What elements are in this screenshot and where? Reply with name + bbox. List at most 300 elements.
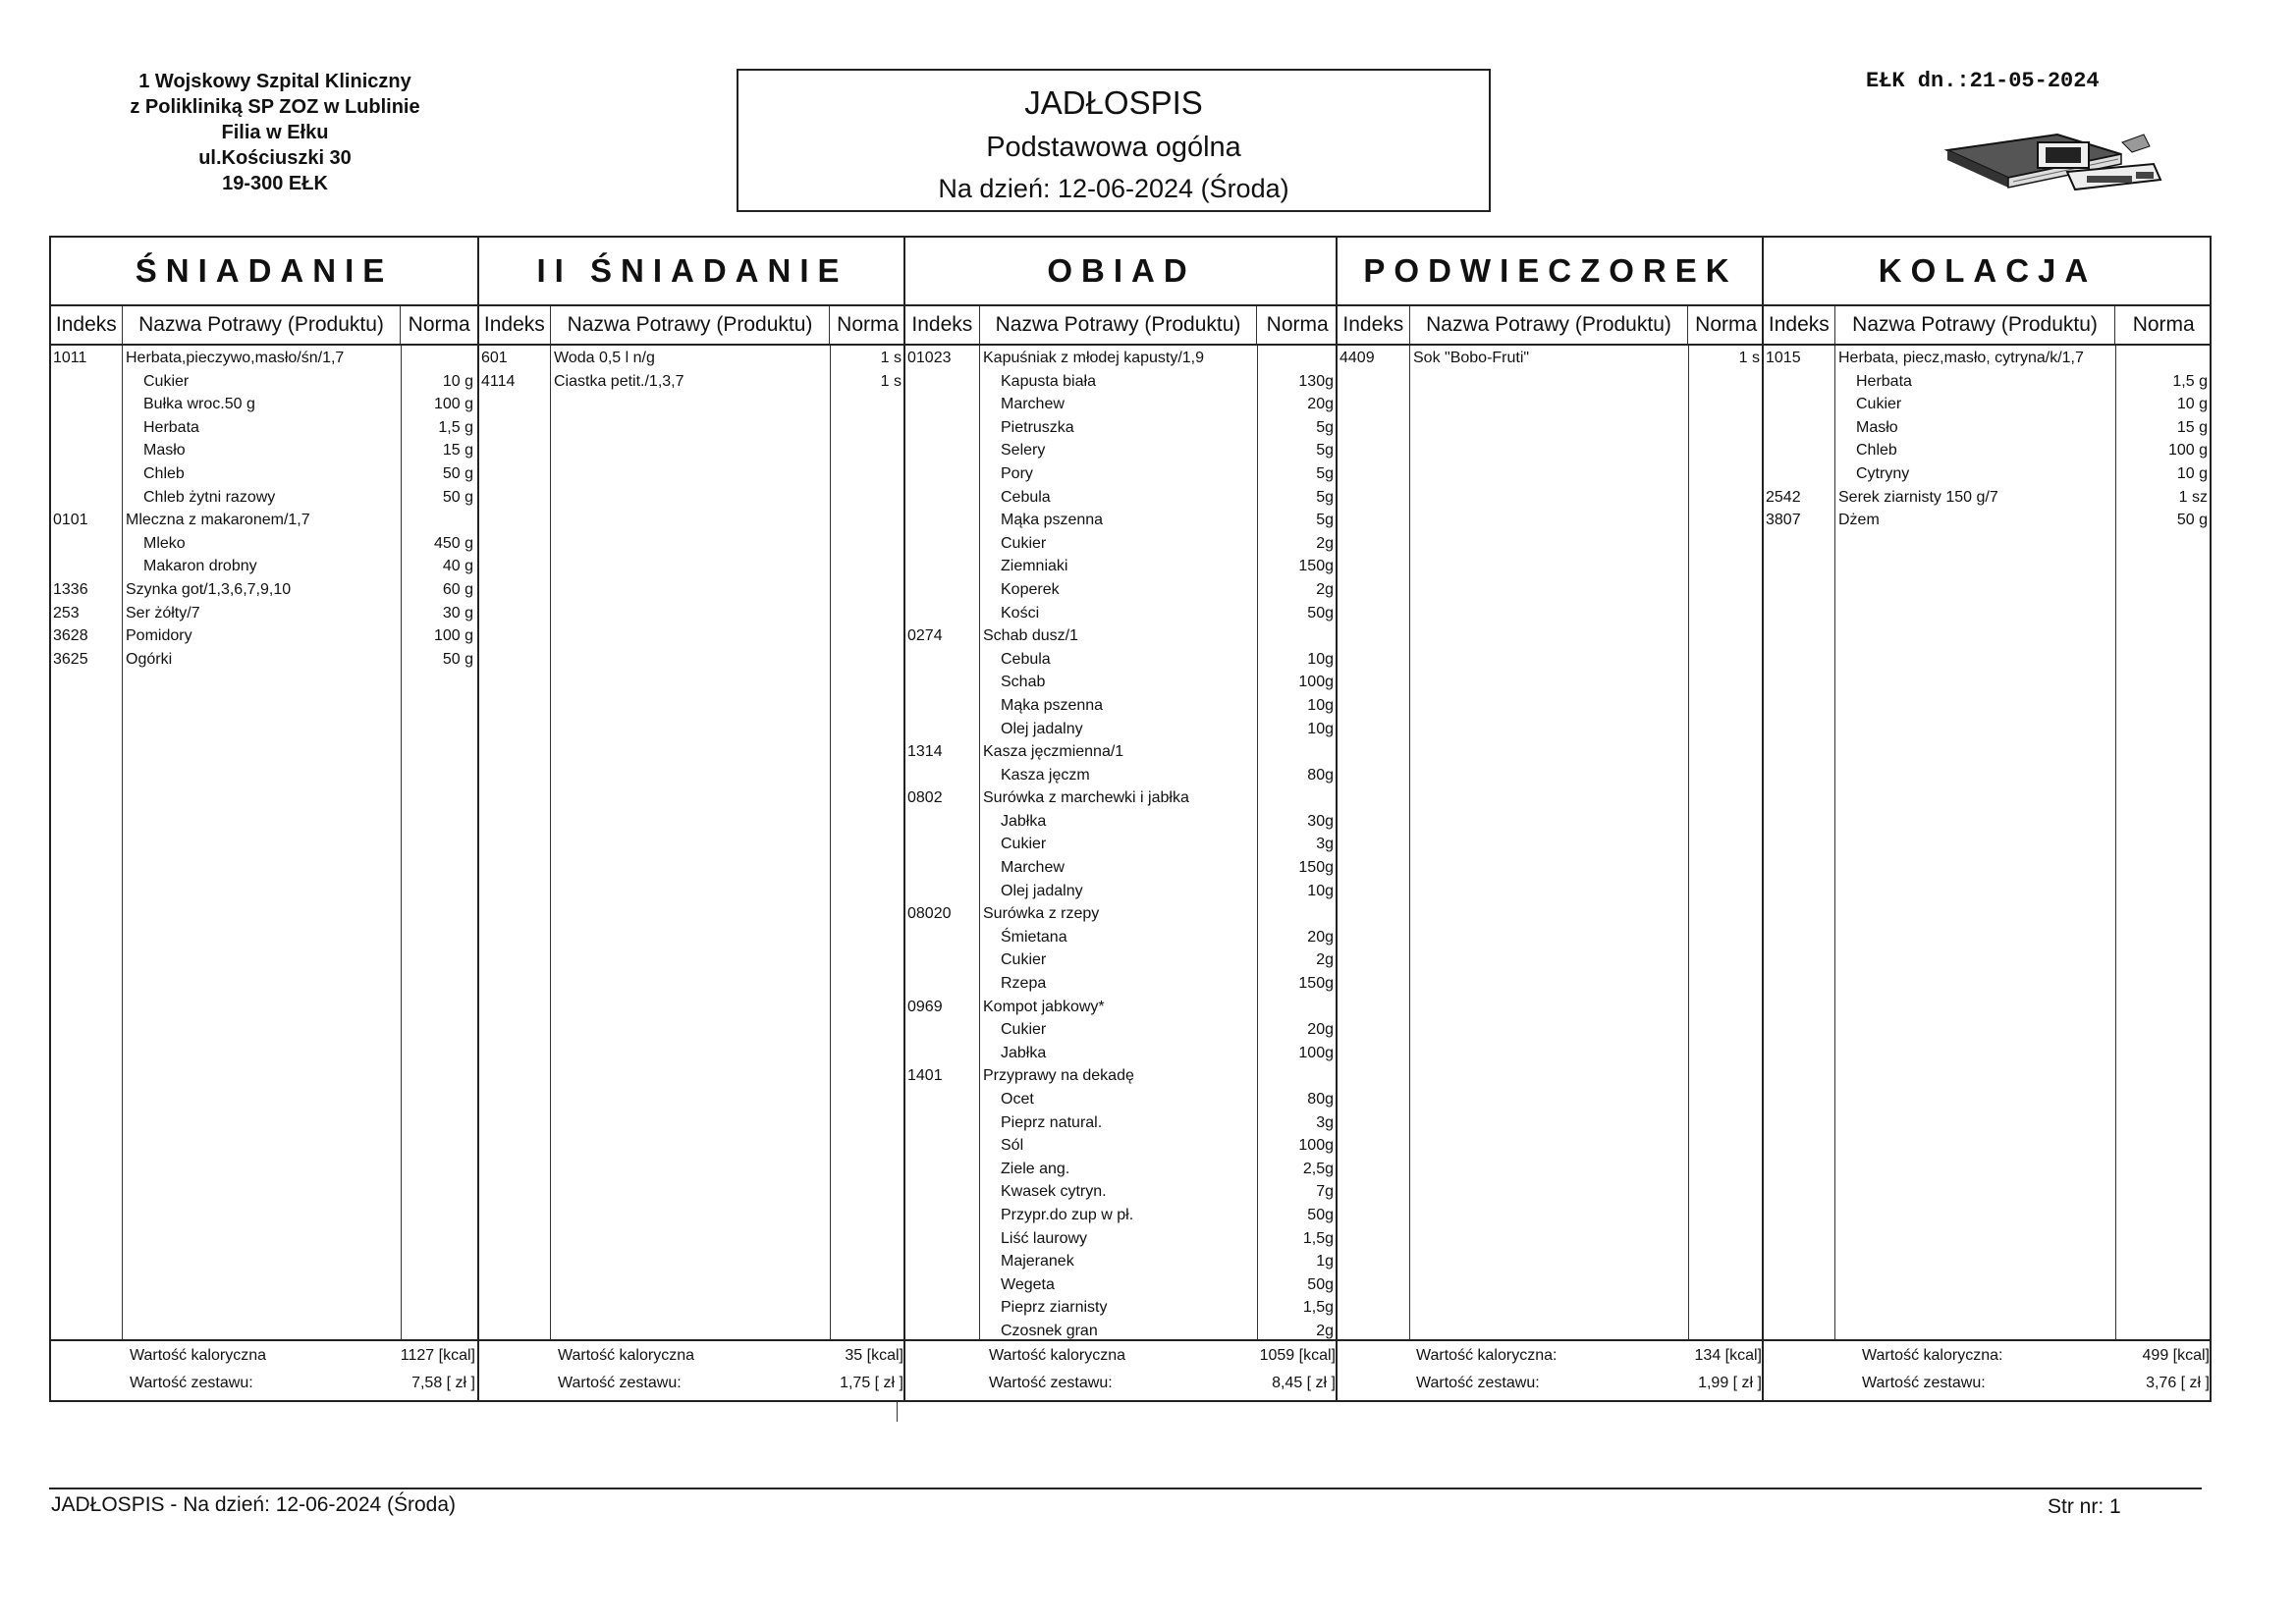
item-name: Pomidory bbox=[126, 627, 192, 645]
item-index: 01023 bbox=[907, 350, 952, 366]
item-name: Cukier bbox=[143, 372, 190, 390]
cost-row bbox=[1764, 1371, 2212, 1396]
list-item bbox=[51, 440, 477, 463]
item-norm: 130g bbox=[1298, 372, 1334, 390]
item-index: 0274 bbox=[907, 627, 943, 645]
item-name: Kapuśniak z młodej kapusty/1,9 bbox=[983, 350, 1205, 366]
list-item bbox=[51, 556, 477, 579]
item-norm: 2g bbox=[1316, 580, 1334, 598]
item-norm: 1 s bbox=[880, 372, 902, 390]
column-header-norm: Norma bbox=[408, 313, 470, 336]
item-norm: 50g bbox=[1307, 1275, 1334, 1293]
item-name: Dżem bbox=[1838, 512, 1880, 529]
meal-column bbox=[903, 238, 1338, 1400]
item-name: Przyprawy na dekadę bbox=[983, 1067, 1134, 1085]
cost-label: Wartość zestawu: bbox=[989, 1375, 1113, 1391]
cost-row bbox=[479, 1371, 905, 1396]
list-item bbox=[905, 579, 1338, 603]
item-norm: 30 g bbox=[442, 604, 473, 622]
list-item bbox=[905, 672, 1338, 695]
calorie-row bbox=[905, 1343, 1338, 1369]
item-name: Pieprz natural. bbox=[1001, 1113, 1103, 1131]
cost-row bbox=[1338, 1371, 1764, 1396]
item-name: Masło bbox=[1856, 418, 1898, 436]
list-item bbox=[1764, 371, 2212, 395]
column-tick-mark bbox=[897, 1402, 898, 1422]
item-name: Śmietana bbox=[1001, 928, 1067, 946]
list-item bbox=[905, 1135, 1338, 1159]
item-name: Cukier bbox=[1001, 1021, 1047, 1039]
item-name: Olej jadalny bbox=[1001, 882, 1083, 899]
cost-label: Wartość zestawu: bbox=[1416, 1375, 1540, 1391]
column-header-name: Nazwa Potrawy (Produktu) bbox=[980, 306, 1258, 344]
list-item bbox=[51, 417, 477, 441]
item-norm: 2g bbox=[1316, 1322, 1334, 1339]
item-name: Czosnek gran bbox=[1001, 1322, 1098, 1339]
item-norm: 10g bbox=[1307, 720, 1334, 737]
list-item bbox=[905, 603, 1338, 626]
column-divider bbox=[1688, 346, 1689, 1339]
column-divider bbox=[550, 346, 551, 1339]
cost-label: Wartość zestawu: bbox=[1862, 1375, 1986, 1391]
meal-items bbox=[479, 346, 905, 1339]
item-norm: 20g bbox=[1307, 396, 1334, 413]
meal-totals bbox=[479, 1339, 905, 1402]
list-item bbox=[905, 1181, 1338, 1205]
list-item bbox=[905, 371, 1338, 395]
meal-title: ŚNIADANIE bbox=[51, 238, 477, 306]
item-norm: 3g bbox=[1316, 836, 1334, 853]
menu-date: Na dzień: 12-06-2024 (Środa) bbox=[938, 174, 1289, 203]
page-title: JADŁOSPIS bbox=[1024, 84, 1203, 121]
item-norm: 100g bbox=[1298, 1137, 1334, 1155]
item-norm: 1,5 g bbox=[438, 418, 473, 436]
column-divider bbox=[830, 346, 831, 1339]
item-norm: 1,5 g bbox=[2172, 372, 2208, 390]
item-norm: 10g bbox=[1307, 650, 1334, 668]
list-item bbox=[51, 533, 477, 557]
meal-title: OBIAD bbox=[905, 238, 1338, 306]
meal-column bbox=[1336, 238, 1764, 1400]
item-norm: 100 g bbox=[433, 396, 473, 413]
item-name: Kapusta biała bbox=[1001, 372, 1096, 390]
column-header-index: Indeks bbox=[1764, 306, 1835, 344]
list-item bbox=[51, 463, 477, 487]
list-item bbox=[905, 997, 1338, 1020]
meal-column bbox=[477, 238, 905, 1400]
list-item bbox=[905, 1043, 1338, 1066]
item-name: Cebula bbox=[1001, 488, 1051, 506]
cost-value: 1,99 [ zł ] bbox=[1698, 1375, 1762, 1391]
list-item bbox=[905, 1159, 1338, 1182]
list-item bbox=[905, 857, 1338, 881]
item-norm: 150g bbox=[1298, 975, 1334, 993]
item-name: Mleczna z makaronem/1,7 bbox=[126, 512, 310, 529]
item-name: Olej jadalny bbox=[1001, 720, 1083, 737]
item-norm: 5g bbox=[1316, 464, 1334, 482]
item-norm: 30g bbox=[1307, 812, 1334, 830]
item-name: Marchew bbox=[1001, 396, 1065, 413]
cost-value: 3,76 [ zł ] bbox=[2146, 1375, 2210, 1391]
hospital-line: 1 Wojskowy Szpital Kliniczny bbox=[138, 71, 411, 92]
column-header-name: Nazwa Potrawy (Produktu) bbox=[1835, 306, 2116, 344]
list-item bbox=[905, 1112, 1338, 1136]
meal-items bbox=[51, 346, 477, 1339]
item-name: Pory bbox=[1001, 464, 1033, 482]
list-item bbox=[905, 881, 1338, 904]
list-item bbox=[905, 1019, 1338, 1043]
list-item bbox=[905, 949, 1338, 973]
item-index: 0969 bbox=[907, 998, 943, 1015]
column-header-name: Nazwa Potrawy (Produktu) bbox=[1410, 306, 1689, 344]
list-item bbox=[905, 903, 1338, 927]
meal-items bbox=[905, 346, 1338, 1339]
item-name: Woda 0,5 l n/g bbox=[554, 350, 655, 366]
item-name: Ocet bbox=[1001, 1091, 1034, 1108]
list-item bbox=[1764, 487, 2212, 511]
hospital-line: z Polikliniką SP ZOZ w Lublinie bbox=[130, 96, 420, 118]
item-index: 3625 bbox=[53, 650, 88, 668]
item-name: Selery bbox=[1001, 442, 1046, 460]
cost-label: Wartość zestawu: bbox=[558, 1375, 682, 1391]
cost-value: 1,75 [ zł ] bbox=[840, 1375, 903, 1391]
column-header-row bbox=[1338, 306, 1764, 346]
list-item bbox=[1338, 348, 1764, 371]
footer-title: JADŁOSPIS - Na dzień: 12-06-2024 (Środa) bbox=[51, 1493, 457, 1516]
item-name: Jabłka bbox=[1001, 812, 1047, 830]
calorie-row bbox=[1338, 1343, 1764, 1369]
meal-items bbox=[1338, 346, 1764, 1339]
item-norm: 10g bbox=[1307, 696, 1334, 714]
item-name: Jabłka bbox=[1001, 1044, 1047, 1061]
list-item bbox=[51, 625, 477, 649]
diet-type: Podstawowa ogólna bbox=[986, 132, 1241, 163]
item-name: Cebula bbox=[1001, 650, 1051, 668]
item-index: 1011 bbox=[53, 350, 87, 366]
item-norm: 10 g bbox=[442, 372, 473, 390]
item-norm: 5g bbox=[1316, 418, 1334, 436]
item-name: Makaron drobny bbox=[143, 558, 257, 575]
column-header-name: Nazwa Potrawy (Produktu) bbox=[551, 306, 831, 344]
item-norm: 10 g bbox=[2176, 464, 2208, 482]
item-norm: 50 g bbox=[442, 464, 473, 482]
column-header-row bbox=[479, 306, 905, 346]
item-norm: 150g bbox=[1298, 558, 1334, 575]
item-index: 08020 bbox=[907, 905, 952, 923]
calorie-label: Wartość kaloryczna: bbox=[1416, 1347, 1558, 1364]
column-header-index: Indeks bbox=[1338, 306, 1410, 344]
item-name: Cukier bbox=[1856, 396, 1902, 413]
item-norm: 5g bbox=[1316, 442, 1334, 460]
meal-items bbox=[1764, 346, 2212, 1339]
item-norm: 1 s bbox=[880, 350, 902, 366]
item-name: Ziemniaki bbox=[1001, 558, 1068, 575]
item-name: Chleb żytni razowy bbox=[143, 488, 276, 506]
column-header-norm: Norma bbox=[1266, 313, 1329, 336]
list-item bbox=[1764, 463, 2212, 487]
item-name: Cukier bbox=[1001, 951, 1047, 969]
item-name: Wegeta bbox=[1001, 1275, 1055, 1293]
item-norm: 5g bbox=[1316, 488, 1334, 506]
hospital-address bbox=[108, 69, 442, 196]
item-norm: 40 g bbox=[442, 558, 473, 575]
item-name: Chleb bbox=[1856, 442, 1897, 460]
list-item bbox=[905, 394, 1338, 417]
list-item bbox=[905, 417, 1338, 441]
item-name: Kasza jęczm bbox=[1001, 766, 1090, 784]
hospital-line: 19-300 EŁK bbox=[222, 173, 328, 194]
item-name: Mąka pszenna bbox=[1001, 512, 1104, 529]
item-name: Bułka wroc.50 g bbox=[143, 396, 255, 413]
list-item bbox=[905, 811, 1338, 835]
column-header-index: Indeks bbox=[51, 306, 123, 344]
item-norm: 50g bbox=[1307, 604, 1334, 622]
list-item bbox=[1764, 440, 2212, 463]
item-norm: 60 g bbox=[442, 580, 473, 598]
item-name: Herbata,pieczywo,masło/śn/1,7 bbox=[126, 350, 345, 366]
column-header-norm: Norma bbox=[2132, 313, 2195, 336]
item-norm: 1 s bbox=[1738, 350, 1760, 366]
item-norm: 100 g bbox=[433, 627, 473, 645]
item-index: 4114 bbox=[481, 372, 516, 390]
item-norm: 100 g bbox=[2167, 442, 2208, 460]
item-norm: 50 g bbox=[442, 488, 473, 506]
item-norm: 10g bbox=[1307, 882, 1334, 899]
cost-value: 8,45 [ zł ] bbox=[1272, 1375, 1336, 1391]
menu-table bbox=[49, 236, 2212, 1402]
meal-column bbox=[51, 238, 477, 1400]
item-norm: 1,5g bbox=[1302, 1299, 1334, 1317]
list-item bbox=[905, 741, 1338, 765]
item-name: Kasza jęczmienna/1 bbox=[983, 743, 1124, 761]
item-norm: 20g bbox=[1307, 1021, 1334, 1039]
item-name: Liść laurowy bbox=[1001, 1229, 1088, 1247]
book-computer-logo-icon bbox=[1940, 113, 2175, 211]
item-norm: 2g bbox=[1316, 951, 1334, 969]
item-norm: 50 g bbox=[442, 650, 473, 668]
list-item bbox=[905, 649, 1338, 673]
calorie-label: Wartość kaloryczna: bbox=[1862, 1347, 2003, 1364]
item-name: Kompot jabkowy* bbox=[983, 998, 1105, 1015]
item-name: Cytryny bbox=[1856, 464, 1910, 482]
item-norm: 1 sz bbox=[2178, 488, 2208, 506]
item-name: Ser żółty/7 bbox=[126, 604, 200, 622]
calorie-label: Wartość kaloryczna bbox=[130, 1347, 266, 1364]
meal-title: II ŚNIADANIE bbox=[479, 238, 905, 306]
item-norm: 50g bbox=[1307, 1206, 1334, 1223]
calorie-value: 499 [kcal] bbox=[2142, 1347, 2210, 1364]
calorie-label: Wartość kaloryczna bbox=[989, 1347, 1125, 1364]
item-norm: 15 g bbox=[2176, 418, 2208, 436]
cost-row bbox=[51, 1371, 477, 1396]
item-name: Schab bbox=[1001, 674, 1046, 691]
column-header-row bbox=[51, 306, 477, 346]
column-divider bbox=[1409, 346, 1410, 1339]
item-norm: 2,5g bbox=[1302, 1160, 1334, 1177]
meal-title: PODWIECZOREK bbox=[1338, 238, 1764, 306]
item-name: Ciastka petit./1,3,7 bbox=[554, 372, 684, 390]
item-norm: 20g bbox=[1307, 928, 1334, 946]
calorie-row bbox=[1764, 1343, 2212, 1369]
item-index: 253 bbox=[53, 604, 80, 622]
item-name: Cukier bbox=[1001, 534, 1047, 552]
item-name: Marchew bbox=[1001, 859, 1065, 877]
calorie-value: 35 [kcal] bbox=[845, 1347, 903, 1364]
item-name: Cukier bbox=[1001, 836, 1047, 853]
meal-title: KOLACJA bbox=[1764, 238, 2212, 306]
item-norm: 50 g bbox=[2176, 512, 2208, 529]
list-item bbox=[479, 371, 905, 395]
item-name: Szynka got/1,3,6,7,9,10 bbox=[126, 580, 292, 598]
calorie-value: 1127 [kcal] bbox=[400, 1347, 475, 1364]
list-item bbox=[905, 1251, 1338, 1274]
item-index: 1015 bbox=[1766, 350, 1801, 366]
item-name: Surówka z rzepy bbox=[983, 905, 1100, 923]
list-item bbox=[905, 463, 1338, 487]
item-name: Kwasek cytryn. bbox=[1001, 1183, 1107, 1201]
item-name: Rzepa bbox=[1001, 975, 1047, 993]
item-norm: 1,5g bbox=[1302, 1229, 1334, 1247]
item-index: 0802 bbox=[907, 789, 943, 807]
item-index: 3807 bbox=[1766, 512, 1801, 529]
item-name: Pieprz ziarnisty bbox=[1001, 1299, 1108, 1317]
list-item bbox=[905, 533, 1338, 557]
list-item bbox=[905, 487, 1338, 511]
page-number: Str nr: 1 bbox=[2048, 1495, 2121, 1518]
meal-totals bbox=[905, 1339, 1338, 1402]
list-item bbox=[905, 1297, 1338, 1321]
item-name: Kości bbox=[1001, 604, 1040, 622]
item-name: Pietruszka bbox=[1001, 418, 1074, 436]
list-item bbox=[905, 973, 1338, 997]
list-item bbox=[905, 625, 1338, 649]
list-item bbox=[905, 765, 1338, 788]
column-header-row bbox=[905, 306, 1338, 346]
item-norm: 10 g bbox=[2176, 396, 2208, 413]
list-item bbox=[905, 1065, 1338, 1089]
calorie-value: 134 [kcal] bbox=[1694, 1347, 1762, 1364]
list-item bbox=[905, 510, 1338, 533]
item-norm: 1g bbox=[1316, 1253, 1334, 1271]
item-index: 1314 bbox=[907, 743, 943, 761]
item-name: Ziele ang. bbox=[1001, 1160, 1070, 1177]
title-box bbox=[737, 69, 1491, 212]
list-item bbox=[51, 371, 477, 395]
column-header-index: Indeks bbox=[905, 306, 980, 344]
list-item bbox=[1764, 510, 2212, 533]
meal-column bbox=[1762, 238, 2212, 1400]
item-name: Sok "Bobo-Fruti" bbox=[1413, 350, 1530, 366]
item-norm: 100g bbox=[1298, 674, 1334, 691]
list-item bbox=[51, 510, 477, 533]
item-norm: 450 g bbox=[433, 534, 473, 552]
column-header-row bbox=[1764, 306, 2212, 346]
item-name: Chleb bbox=[143, 464, 185, 482]
item-index: 1401 bbox=[907, 1067, 943, 1085]
list-item bbox=[905, 556, 1338, 579]
column-header-norm: Norma bbox=[1695, 313, 1758, 336]
list-item bbox=[905, 1089, 1338, 1112]
list-item bbox=[905, 1274, 1338, 1298]
column-header-name: Nazwa Potrawy (Produktu) bbox=[123, 306, 402, 344]
item-index: 1336 bbox=[53, 580, 88, 598]
list-item bbox=[51, 603, 477, 626]
date-stamp: EŁK dn.:21-05-2024 bbox=[1866, 69, 2100, 93]
list-item bbox=[51, 649, 477, 673]
item-name: Majeranek bbox=[1001, 1253, 1074, 1271]
item-name: Ogórki bbox=[126, 650, 173, 668]
item-name: Sól bbox=[1001, 1137, 1024, 1155]
list-item bbox=[905, 1228, 1338, 1252]
item-name: Koperek bbox=[1001, 580, 1060, 598]
item-name: Mleko bbox=[143, 534, 186, 552]
item-norm: 7g bbox=[1316, 1183, 1334, 1201]
list-item bbox=[905, 1205, 1338, 1228]
item-norm: 150g bbox=[1298, 859, 1334, 877]
calorie-label: Wartość kaloryczna bbox=[558, 1347, 694, 1364]
cost-label: Wartość zestawu: bbox=[130, 1375, 253, 1391]
item-index: 601 bbox=[481, 350, 508, 366]
item-norm: 2g bbox=[1316, 534, 1334, 552]
column-header-norm: Norma bbox=[837, 313, 900, 336]
meal-totals bbox=[1338, 1339, 1764, 1402]
calorie-row bbox=[51, 1343, 477, 1369]
list-item bbox=[51, 579, 477, 603]
list-item bbox=[905, 787, 1338, 811]
list-item bbox=[1764, 348, 2212, 371]
cost-value: 7,58 [ zł ] bbox=[411, 1375, 475, 1391]
list-item bbox=[1764, 417, 2212, 441]
list-item bbox=[905, 834, 1338, 857]
item-norm: 15 g bbox=[442, 442, 473, 460]
list-item bbox=[905, 348, 1338, 371]
item-name: Herbata bbox=[143, 418, 199, 436]
footer-divider bbox=[49, 1488, 2202, 1489]
item-name: Surówka z marchewki i jabłka bbox=[983, 789, 1189, 807]
list-item bbox=[51, 394, 477, 417]
item-name: Masło bbox=[143, 442, 186, 460]
item-norm: 80g bbox=[1307, 766, 1334, 784]
item-name: Schab dusz/1 bbox=[983, 627, 1078, 645]
item-norm: 80g bbox=[1307, 1091, 1334, 1108]
list-item bbox=[479, 348, 905, 371]
item-name: Przypr.do zup w pł. bbox=[1001, 1206, 1134, 1223]
item-index: 0101 bbox=[53, 512, 88, 529]
meal-totals bbox=[1764, 1339, 2212, 1402]
cost-row bbox=[905, 1371, 1338, 1396]
hospital-line: Filia w Ełku bbox=[221, 122, 329, 143]
meal-totals bbox=[51, 1339, 477, 1402]
list-item bbox=[51, 487, 477, 511]
item-name: Herbata bbox=[1856, 372, 1912, 390]
item-index: 2542 bbox=[1766, 488, 1801, 506]
item-index: 3628 bbox=[53, 627, 88, 645]
item-index: 4409 bbox=[1339, 350, 1375, 366]
list-item bbox=[1764, 394, 2212, 417]
item-norm: 3g bbox=[1316, 1113, 1334, 1131]
item-name: Mąka pszenna bbox=[1001, 696, 1104, 714]
calorie-row bbox=[479, 1343, 905, 1369]
list-item bbox=[51, 348, 477, 371]
hospital-line: ul.Kościuszki 30 bbox=[198, 147, 352, 169]
item-norm: 100g bbox=[1298, 1044, 1334, 1061]
item-name: Herbata, piecz,masło, cytryna/k/1,7 bbox=[1838, 350, 2084, 366]
item-norm: 5g bbox=[1316, 512, 1334, 529]
calorie-value: 1059 [kcal] bbox=[1259, 1347, 1336, 1364]
list-item bbox=[905, 927, 1338, 950]
column-header-index: Indeks bbox=[479, 306, 551, 344]
list-item bbox=[905, 440, 1338, 463]
